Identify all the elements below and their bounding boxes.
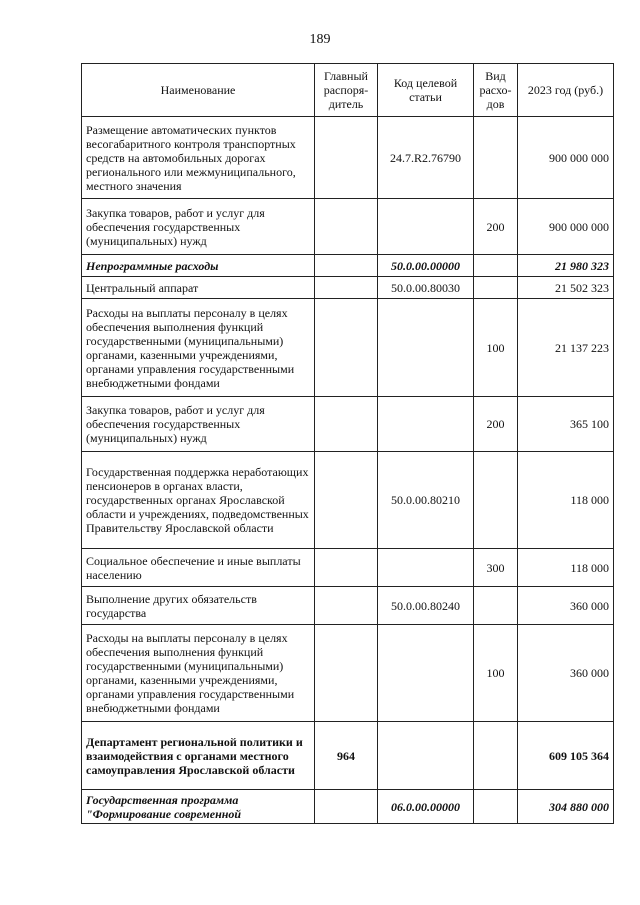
row-name: Выполнение других обязательств государства (82, 587, 315, 625)
row-code (378, 549, 474, 587)
row-amount: 360 000 (518, 587, 614, 625)
row-expense-type: 100 (474, 625, 518, 722)
row-expense-type (474, 277, 518, 299)
row-manager: 964 (315, 722, 378, 790)
row-amount: 365 100 (518, 397, 614, 452)
table-row (82, 452, 614, 549)
row-code: 06.0.00.00000 (378, 790, 474, 824)
row-expense-type (474, 452, 518, 549)
header-expense-type: Вид расхо-дов (474, 64, 518, 117)
row-expense-type: 200 (474, 199, 518, 255)
table-row (82, 255, 614, 277)
row-manager (315, 452, 378, 549)
row-amount: 360 000 (518, 625, 614, 722)
row-expense-type: 100 (474, 299, 518, 397)
row-name: Непрограммные расходы (82, 255, 315, 277)
row-amount: 21 137 223 (518, 299, 614, 397)
row-expense-type: 200 (474, 397, 518, 452)
row-expense-type (474, 790, 518, 824)
row-name: Государственная поддержка неработающих пенсионеров в органах власти, государственных органах Ярославской области и учреждениях, подведомственных Правительству Ярославской области (82, 452, 315, 549)
row-amount: 118 000 (518, 549, 614, 587)
row-amount: 900 000 000 (518, 117, 614, 199)
row-name: Размещение автоматических пунктов весогабаритного контроля транспортных средств на автомобильных дорогах регионального или межмуниципального, местного значения (82, 117, 315, 199)
header-code: Код целевой статьи (378, 64, 474, 117)
table-row (82, 587, 614, 625)
page-number: 189 (309, 32, 331, 47)
row-name: Закупка товаров, работ и услуг для обеспечения государственных (муниципальных) нужд (82, 397, 315, 452)
table-row (82, 625, 614, 722)
table-header-row (82, 64, 614, 117)
row-code: 50.0.00.00000 (378, 255, 474, 277)
header-manager: Главный распоря-дитель (315, 64, 378, 117)
table-row (82, 722, 614, 790)
row-code: 50.0.00.80210 (378, 452, 474, 549)
row-amount: 900 000 000 (518, 199, 614, 255)
row-manager (315, 790, 378, 824)
table-row (82, 299, 614, 397)
row-code (378, 625, 474, 722)
row-amount: 21 502 323 (518, 277, 614, 299)
row-name: Центральный аппарат (82, 277, 315, 299)
row-code (378, 397, 474, 452)
row-code (378, 722, 474, 790)
row-manager (315, 397, 378, 452)
row-name: Государственная программа "Формирование современной (82, 790, 315, 824)
row-amount: 118 000 (518, 452, 614, 549)
row-manager (315, 549, 378, 587)
row-manager (315, 625, 378, 722)
table-row (82, 397, 614, 452)
row-expense-type (474, 587, 518, 625)
row-code: 50.0.00.80240 (378, 587, 474, 625)
row-manager (315, 255, 378, 277)
table-row (82, 117, 614, 199)
row-manager (315, 587, 378, 625)
row-code: 24.7.R2.76790 (378, 117, 474, 199)
row-manager (315, 199, 378, 255)
row-amount: 609 105 364 (518, 722, 614, 790)
row-amount: 304 880 000 (518, 790, 614, 824)
row-expense-type (474, 255, 518, 277)
row-name: Департамент региональной политики и взаимодействия с органами местного самоуправления Ярославской области (82, 722, 315, 790)
row-manager (315, 277, 378, 299)
header-name: Наименование (82, 64, 315, 117)
row-manager (315, 299, 378, 397)
row-expense-type: 300 (474, 549, 518, 587)
row-code (378, 199, 474, 255)
row-expense-type (474, 117, 518, 199)
row-name: Закупка товаров, работ и услуг для обеспечения государственных (муниципальных) нужд (82, 199, 315, 255)
row-expense-type (474, 722, 518, 790)
row-name: Расходы на выплаты персоналу в целях обеспечения выполнения функций государственными (муниципальными) органами, казенными учреждениями, органами управления государственными внебюджетными фондами (82, 299, 315, 397)
row-name: Социальное обеспечение и иные выплаты населению (82, 549, 315, 587)
table-row (82, 277, 614, 299)
row-amount: 21 980 323 (518, 255, 614, 277)
table-row (82, 549, 614, 587)
row-manager (315, 117, 378, 199)
row-code: 50.0.00.80030 (378, 277, 474, 299)
row-name: Расходы на выплаты персоналу в целях обеспечения выполнения функций государственными (муниципальными) органами, казенными учреждениями, органами управления государственными внебюджетными фондами (82, 625, 315, 722)
header-amount: 2023 год (руб.) (518, 64, 614, 117)
budget-table (81, 63, 614, 824)
table-row (82, 790, 614, 824)
table-row (82, 199, 614, 255)
row-code (378, 299, 474, 397)
